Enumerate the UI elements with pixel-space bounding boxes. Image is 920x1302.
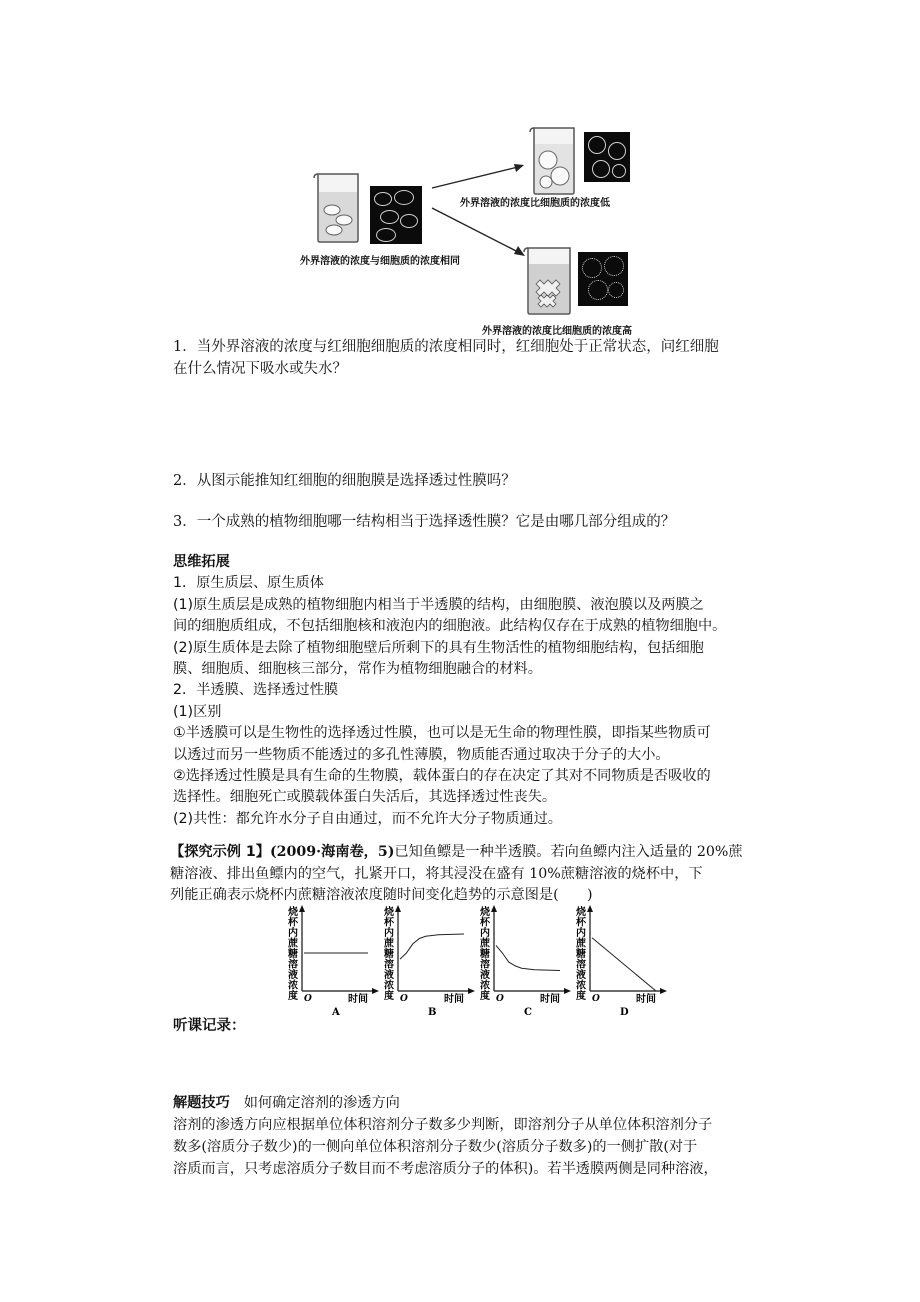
example-line1-text: 已知鱼鳔是一种半透膜。若向鱼鳔内注入适量的 20%蔗 (394, 844, 743, 860)
expand-heading-2: 2．半透膜、选择透过性膜 (173, 682, 339, 699)
tip-line3: 溶质而言，只考虑溶质分子数目而不考虑溶质分子的体积)。若半透膜两侧是同种溶液， (173, 1161, 718, 1177)
graph-a-yarrow-icon (299, 905, 305, 912)
arrows-icon (430, 158, 530, 268)
expand-p1-line1: (1)原生质层是成熟的植物细胞内相当于半透膜的结构，由细胞膜、液泡膜以及两膜之 (173, 596, 704, 613)
expand-heading-1: 1．原生质层、原生质体 (173, 575, 324, 592)
expand-d1-line1: ①半透膜可以是生物性的选择透过性膜，也可以是无生命的物理性膜，即指某些物质可 (173, 725, 711, 742)
graph-c-label: C (524, 1007, 532, 1017)
graph-b-xlabel: 时间 (444, 994, 464, 1005)
graph-d-ylabel: 烧杯内蔗糖溶液浓度 (576, 907, 586, 1002)
expand-common: (2)共性：都允许水分子自由通过，而不允许大分子物质通过。 (173, 810, 562, 827)
tip-header (173, 1092, 785, 1114)
graph-b-curve (400, 934, 464, 959)
expand-d1-line2: 以透过而另一些物质不能透过的多孔性薄膜，物质能否通过取决于分子的大小。 (173, 746, 670, 763)
beaker-high-icon (522, 244, 576, 316)
graph-a-label: A (332, 1007, 340, 1017)
notes-label: 听课记录： (173, 1018, 246, 1034)
graph-b-ylabel: 烧杯内蔗糖溶液浓度 (384, 907, 394, 1002)
graph-d-label: D (620, 1007, 629, 1017)
example-source: (2009·海南卷，5) (269, 844, 395, 860)
expand-title: 思维拓展 (173, 554, 230, 570)
tip-subtitle: 如何确定溶剂的渗透方向 (243, 1095, 400, 1111)
graph-b-origin: O (400, 994, 408, 1004)
graph-d-origin: O (592, 994, 600, 1004)
graph-b-yarrow-icon (395, 905, 401, 912)
graphs-abcd (280, 905, 670, 1017)
graph-c-origin: O (496, 994, 504, 1004)
expand-p2-line1: (2)原生质体是去除了植物细胞壁后所剩下的具有生物活性的植物细胞结构，包括细胞 (173, 639, 704, 656)
micrograph-equal (370, 186, 422, 244)
graph-a-xarrow-icon (372, 988, 379, 994)
graph-c-curve (496, 945, 560, 970)
graph-b-xarrow-icon (468, 988, 475, 994)
question-2: 2．从图示能推知红细胞的细胞膜是选择透过性膜吗？ (173, 473, 516, 489)
micrograph-low (584, 132, 630, 182)
tip-section (173, 1092, 785, 1180)
graph-c-yarrow-icon (491, 905, 497, 912)
example-section (170, 842, 790, 907)
graph-c-ylabel: 烧杯内蔗糖溶液浓度 (480, 907, 490, 1002)
graph-a-xlabel: 时间 (348, 994, 368, 1005)
osmosis-figure (290, 118, 640, 338)
expand-d2-line2: 选择性。细胞死亡或膜载体蛋白失活后，其选择透过性丧失。 (173, 789, 557, 806)
example-line2: 糖溶液、排出鱼鳔内的空气，扎紧开口，将其浸没在盛有 10%蔗糖溶液的烧杯中，下 (170, 865, 703, 882)
expand-d2-line1: ②选择透过性膜是具有生命的生物膜，载体蛋白的存在决定了其对不同物质是否吸收的 (173, 768, 711, 785)
expand-p2-line2: 膜、细胞质、细胞核三部分，常作为植物细胞融合的材料。 (173, 661, 542, 678)
beaker-equal-icon (312, 170, 364, 244)
graph-d-xarrow-icon (660, 988, 667, 994)
tip-line2: 数多(溶质分子数少)的一侧向单位体积溶剂分子数少(溶质分子数多)的一侧扩散(对于 (173, 1139, 698, 1155)
example-line1 (170, 842, 790, 864)
question-3: 3．一个成熟的植物细胞哪一结构相当于选择透性膜？它是由哪几部分组成的？ (173, 514, 676, 530)
question-1-line2: 在什么情况下吸水或失水？ (173, 361, 347, 377)
caption-high: 外界溶液的浓度比细胞质的浓度高 (482, 326, 632, 337)
example-line3: 列能正确表示烧杯内蔗糖溶液浓度随时间变化趋势的示意图是( ) (170, 887, 593, 903)
expand-p1-line2: 间的细胞质组成，不包括细胞核和液泡内的细胞液。此结构仅存在于成熟的植物细胞中。 (173, 618, 727, 635)
graph-a-ylabel: 烧杯内蔗糖溶液浓度 (288, 907, 298, 1002)
expand-diff: (1)区别 (173, 703, 222, 720)
tip-line1: 溶剂的渗透方向应根据单位体积溶剂分子数多少判断，即溶剂分子从单位体积溶剂分子 (173, 1117, 713, 1133)
example-tag: 【探究示例 1】 (170, 844, 270, 860)
beaker-low-icon (528, 124, 580, 196)
question-1 (173, 336, 785, 380)
expand-section (173, 552, 785, 830)
question-1-line1: 1．当外界溶液的浓度与红细胞细胞质的浓度相同时，红细胞处于正常状态，问红细胞 (173, 339, 719, 355)
caption-equal: 外界溶液的浓度与细胞质的浓度相同 (300, 256, 460, 267)
graph-c-xlabel: 时间 (540, 994, 560, 1005)
graph-c-xarrow-icon (564, 988, 571, 994)
graph-d-yarrow-icon (587, 905, 593, 912)
graph-b-label: B (428, 1007, 437, 1017)
tip-title: 解题技巧 (173, 1095, 230, 1111)
graph-a-origin: O (304, 994, 312, 1004)
micrograph-high (578, 252, 628, 306)
caption-low: 外界溶液的浓度比细胞质的浓度低 (460, 198, 610, 209)
graph-d-xlabel: 时间 (636, 994, 656, 1005)
graph-d-curve (592, 938, 656, 991)
